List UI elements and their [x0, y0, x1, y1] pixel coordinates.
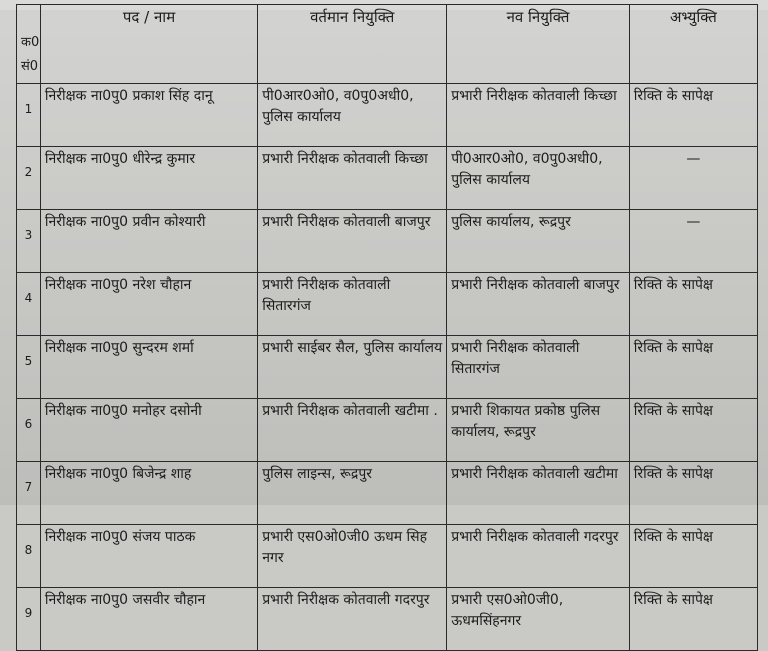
row-remarks [629, 525, 757, 588]
row-current-posting [258, 462, 447, 525]
row-remarks [629, 588, 757, 651]
row-current-posting-text: पी0आर0ओ0, व0पु0अधी0, पुलिस कार्यालय [262, 88, 414, 125]
row-name [40, 525, 257, 588]
table-row [17, 588, 758, 651]
row-name [40, 147, 257, 210]
row-remarks [629, 84, 757, 147]
header-remarks: अभ्युक्ति [629, 5, 757, 84]
row-serial [17, 147, 41, 210]
row-serial [17, 462, 41, 525]
row-new-posting [447, 336, 630, 399]
row-new-posting-text: प्रभारी एस0ओ0जी0, ऊधमसिंहनगर [451, 592, 564, 629]
row-new-posting [447, 210, 630, 273]
row-name-text: निरीक्षक ना0पु0 प्रवीन कोश्यारी [44, 214, 206, 230]
row-remarks [629, 462, 757, 525]
row-serial-text: 5 [24, 354, 33, 368]
row-name [40, 210, 257, 273]
row-serial [17, 210, 41, 273]
row-new-posting-text: प्रभारी निरीक्षक कोतवाली बाजपुर [451, 277, 620, 293]
row-new-posting-text: पुलिस कार्यालय, रूद्रपुर [451, 214, 571, 230]
row-remarks [629, 399, 757, 462]
row-remarks-text: — [686, 214, 701, 230]
row-current-posting-text: प्रभारी एस0ओ0जी0 ऊधम सिह नगर [262, 529, 428, 566]
table-row [17, 525, 758, 588]
row-new-posting-text: पी0आर0ओ0, व0पु0अधी0, पुलिस कार्यालय [451, 151, 603, 188]
row-remarks [629, 273, 757, 336]
header-current-posting: वर्तमान नियुक्ति [258, 5, 447, 84]
row-new-posting [447, 399, 630, 462]
row-remarks-text: — [686, 151, 701, 167]
row-serial-text: 3 [24, 228, 33, 242]
row-serial [17, 84, 41, 147]
row-remarks-text: रिक्ति के सापेक्ष [633, 277, 713, 293]
row-name [40, 588, 257, 651]
row-new-posting-text: प्रभारी शिकायत प्रकोष्ठ पुलिस कार्यालय, रूद्रपुर [451, 403, 601, 440]
table-row [17, 210, 758, 273]
row-new-posting [447, 588, 630, 651]
row-new-posting-text: प्रभारी निरीक्षक कोतवाली किच्छा [451, 88, 617, 104]
row-name-text: निरीक्षक ना0पु0 बिजेन्द्र शाह [44, 466, 192, 482]
row-serial-text: 7 [24, 480, 33, 494]
row-name-text: निरीक्षक ना0पु0 धीरेन्द्र कुमार [44, 151, 196, 167]
row-current-posting [258, 588, 447, 651]
row-name-text: निरीक्षक ना0पु0 नरेश चौहान [44, 277, 192, 293]
row-new-posting [447, 462, 630, 525]
row-name [40, 336, 257, 399]
table-row [17, 147, 758, 210]
table-row [17, 84, 758, 147]
row-current-posting [258, 273, 447, 336]
transfer-table [16, 4, 758, 651]
row-name-text: निरीक्षक ना0पु0 जसवीर चौहान [44, 592, 206, 608]
header-new-posting: नव नियुक्ति [447, 5, 630, 84]
row-remarks-text: रिक्ति के सापेक्ष [633, 529, 713, 545]
row-serial-text: 6 [24, 417, 33, 431]
row-serial [17, 525, 41, 588]
row-current-posting [258, 147, 447, 210]
row-current-posting [258, 84, 447, 147]
row-remarks-text: रिक्ति के सापेक्ष [633, 592, 713, 608]
row-remarks [629, 210, 757, 273]
header-serial: क0 सं0 [17, 5, 41, 84]
row-name-text: निरीक्षक ना0पु0 मनोहर दसोनी [44, 403, 202, 419]
header-name: पद / नाम [40, 5, 257, 84]
row-new-posting [447, 273, 630, 336]
row-serial-text: 2 [24, 165, 33, 179]
row-name [40, 273, 257, 336]
row-remarks-text: रिक्ति के सापेक्ष [633, 466, 713, 482]
row-serial-text: 4 [24, 291, 33, 305]
row-new-posting [447, 84, 630, 147]
table-row [17, 462, 758, 525]
row-current-posting-text: प्रभारी निरीक्षक कोतवाली बाजपुर [262, 214, 431, 230]
row-current-posting-text: प्रभारी साईबर सैल, पुलिस कार्यालय [262, 340, 443, 356]
row-name [40, 462, 257, 525]
row-name-text: निरीक्षक ना0पु0 प्रकाश सिंह दानू [44, 88, 213, 104]
row-name [40, 399, 257, 462]
row-serial [17, 399, 41, 462]
row-current-posting [258, 336, 447, 399]
row-name [40, 84, 257, 147]
table-row [17, 399, 758, 462]
row-remarks-text: रिक्ति के सापेक्ष [633, 340, 713, 356]
row-new-posting-text: प्रभारी निरीक्षक कोतवाली खटीमा [451, 466, 618, 482]
row-new-posting-text: प्रभारी निरीक्षक कोतवाली सितारगंज [451, 340, 580, 377]
table-row [17, 273, 758, 336]
row-current-posting [258, 525, 447, 588]
row-current-posting-text: प्रभारी निरीक्षक कोतवाली सितारगंज [262, 277, 391, 314]
row-serial-text: 1 [24, 102, 33, 116]
table-row [17, 336, 758, 399]
row-serial-text: 8 [24, 543, 33, 557]
row-new-posting [447, 147, 630, 210]
row-remarks [629, 147, 757, 210]
row-current-posting-text: प्रभारी निरीक्षक कोतवाली किच्छा [262, 151, 428, 167]
row-remarks [629, 336, 757, 399]
row-serial-text: 9 [24, 606, 33, 620]
row-new-posting [447, 525, 630, 588]
row-current-posting-text: प्रभारी निरीक्षक कोतवाली गदरपुर [262, 592, 430, 608]
header-row [17, 5, 758, 84]
row-current-posting-text: प्रभारी निरीक्षक कोतवाली खटीमा . [262, 403, 438, 419]
row-name-text: निरीक्षक ना0पु0 संजय पाठक [44, 529, 196, 545]
row-serial [17, 273, 41, 336]
row-remarks-text: रिक्ति के सापेक्ष [633, 403, 713, 419]
row-serial [17, 336, 41, 399]
row-serial [17, 588, 41, 651]
row-current-posting-text: पुलिस लाइन्स, रूद्रपुर [262, 466, 373, 482]
row-remarks-text: रिक्ति के सापेक्ष [633, 88, 713, 104]
row-current-posting [258, 210, 447, 273]
row-new-posting-text: प्रभारी निरीक्षक कोतवाली गदरपुर [451, 529, 619, 545]
row-name-text: निरीक्षक ना0पु0 सुन्दरम शर्मा [44, 340, 194, 356]
row-current-posting [258, 399, 447, 462]
